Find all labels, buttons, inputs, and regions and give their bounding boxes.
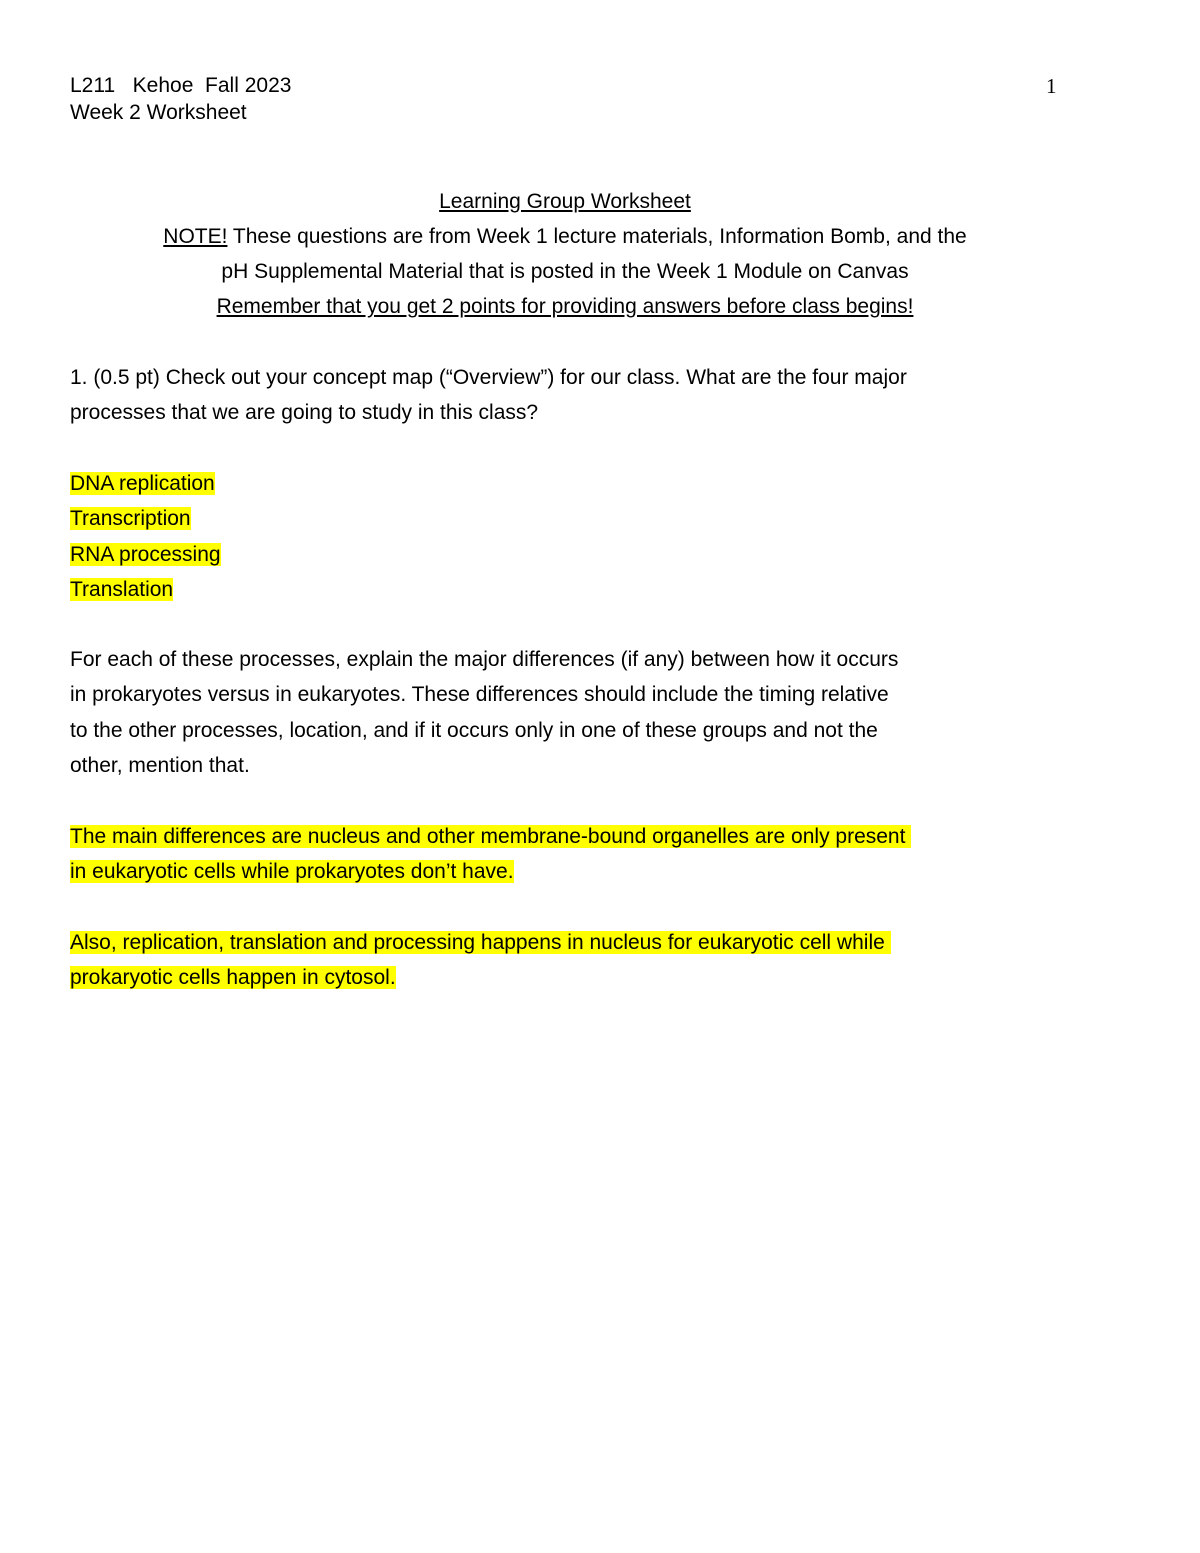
instructions-line-2: in prokaryotes versus in eukaryotes. These differences should include the timing relative <box>70 683 889 707</box>
page-number: 1 <box>1046 74 1057 98</box>
answer-item-4: Translation <box>70 577 174 601</box>
question-1 <box>70 360 1110 431</box>
instructions-line-4: other, mention that. <box>70 753 250 777</box>
worksheet-title <box>0 184 1130 219</box>
answer-paragraph-2-line-2: prokaryotic cells happen in cytosol. <box>70 966 396 990</box>
week-header: Week 2 Worksheet <box>70 101 247 124</box>
process-answers-list <box>70 466 1110 607</box>
worksheet-title-text: Learning Group Worksheet <box>439 190 691 213</box>
question-1-line-1: 1. (0.5 pt) Check out your concept map (“Overview”) for our class. What are the four major <box>70 366 907 389</box>
reminder-line: Remember that you get 2 points for providing answers before class begins! <box>216 295 914 318</box>
instructions-paragraph <box>70 642 1110 783</box>
list-item <box>70 537 1110 572</box>
answer-item-3: RNA processing <box>70 542 221 566</box>
note-line-1 <box>0 219 1130 254</box>
note-text-2: pH Supplemental Material that is posted in the Week 1 Module on Canvas <box>221 260 909 283</box>
instructions-line-1: For each of these processes, explain the major differences (if any) between how it occurs <box>70 648 899 671</box>
note-label: NOTE! <box>163 225 228 248</box>
answer-paragraph-1-line-1: The main differences are nucleus and other membrane-bound organelles are only present <box>70 825 912 848</box>
answer-paragraph-2-line-1: Also, replication, translation and processing happens in nucleus for eukaryotic cell while <box>70 931 891 954</box>
list-item <box>70 501 1110 536</box>
answer-paragraph-2 <box>70 925 1110 996</box>
instructions-line-3: to the other processes, location, and if it occurs only in one of these groups and not the <box>70 718 878 742</box>
question-1-line-2: processes that we are going to study in this class? <box>70 401 539 425</box>
answer-item-1: DNA replication <box>70 472 215 495</box>
list-item <box>70 466 1110 501</box>
answer-paragraph-1-line-2: in eukaryotic cells while prokaryotes don’t have. <box>70 860 514 884</box>
note-text-1: These questions are from Week 1 lecture materials, Information Bomb, and the <box>227 225 967 248</box>
answer-paragraph-1 <box>70 819 1110 890</box>
answer-item-2: Transcription <box>70 507 191 531</box>
list-item <box>70 572 1110 607</box>
course-header: L211 Kehoe Fall 2023 <box>70 74 292 97</box>
note-line-2 <box>0 254 1130 289</box>
